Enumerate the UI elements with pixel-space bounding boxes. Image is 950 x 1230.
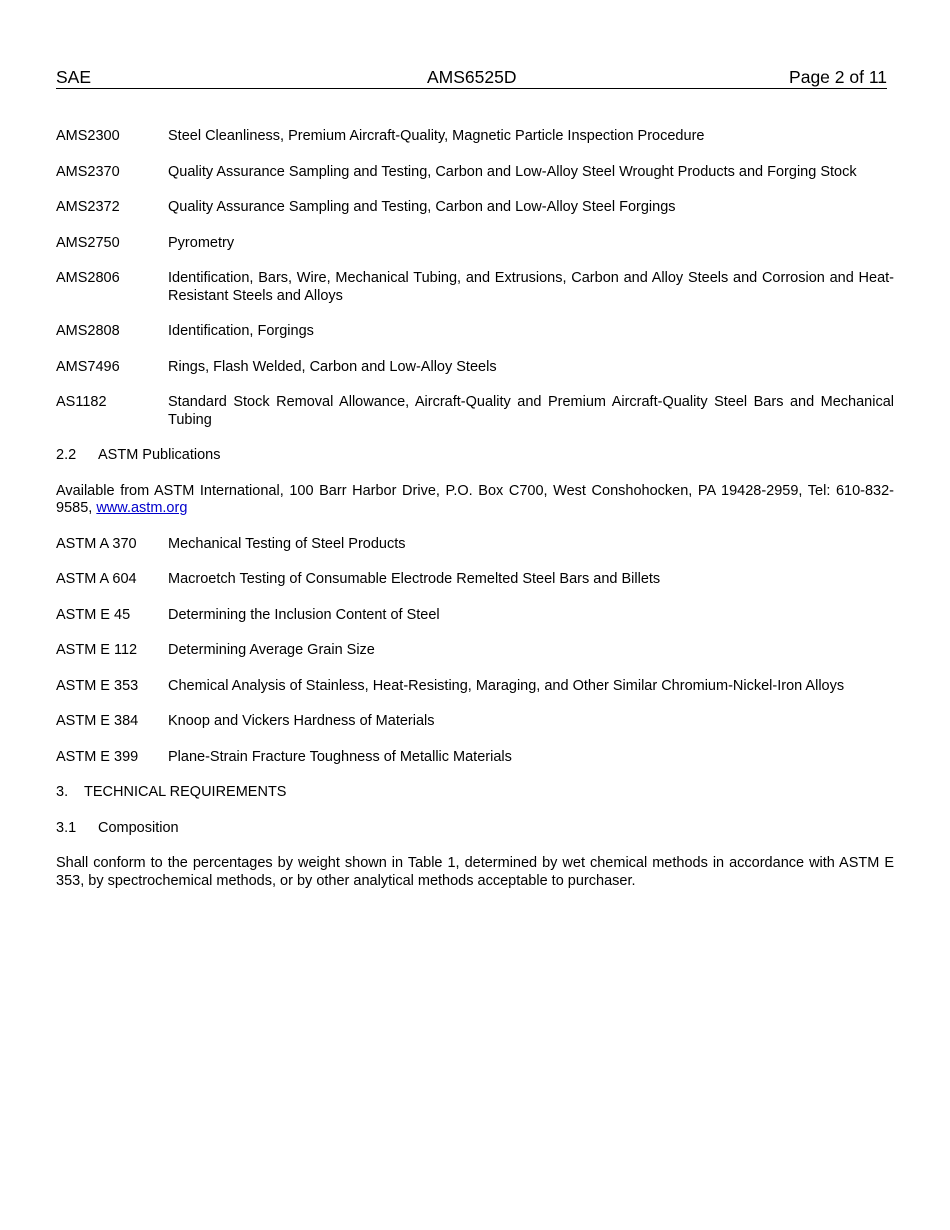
reference-title: Plane-Strain Fracture Toughness of Metallic Materials — [168, 748, 512, 765]
reference-title: Identification, Bars, Wire, Mechanical Tubing, and Extrusions, Carbon and Alloy Steels and Corrosion and Heat-Resistant Steels and Alloys — [168, 270, 894, 304]
reference-item — [56, 536, 894, 554]
section-number: 2.2 — [56, 447, 77, 463]
header-org: SAE — [56, 67, 92, 87]
header-page-number: Page 2 of 11 — [789, 67, 887, 87]
reference-title: Chemical Analysis of Stainless, Heat-Resisting, Maraging, and Other Similar Chromium-Nickel-Iron Alloys — [168, 677, 845, 694]
reference-title: Identification, Forgings — [168, 323, 314, 339]
reference-item — [56, 571, 894, 589]
reference-item — [56, 270, 894, 305]
section-title: ASTM Publications — [98, 447, 221, 463]
reference-code: ASTM E 45 — [56, 606, 131, 623]
reference-code: ASTM A 604 — [56, 571, 137, 587]
reference-title: Determining Average Grain Size — [168, 642, 375, 658]
reference-item — [56, 607, 894, 625]
reference-code: AMS7496 — [56, 358, 120, 375]
reference-title: Determining the Inclusion Content of Steel — [168, 606, 440, 623]
reference-item — [56, 678, 894, 696]
reference-title: Quality Assurance Sampling and Testing, Carbon and Low-Alloy Steel Forgings — [168, 199, 676, 215]
reference-title: Rings, Flash Welded, Carbon and Low-Alloy Steels — [168, 358, 497, 375]
reference-title: Pyrometry — [168, 234, 235, 251]
reference-code: AMS2372 — [56, 199, 120, 215]
reference-item — [56, 164, 894, 182]
reference-code: ASTM E 112 — [56, 642, 138, 658]
availability-text: Available from ASTM International, 100 Barr Harbor Drive, P.O. Box C700, West Conshohocken, PA 19428-2959, Tel: 610-832-9585, — [56, 482, 894, 516]
reference-item — [56, 323, 894, 341]
reference-code: AMS2806 — [56, 270, 120, 286]
reference-code: AS1182 — [56, 394, 107, 410]
reference-item — [56, 642, 894, 660]
reference-item — [56, 394, 894, 429]
section-title: Composition — [98, 819, 179, 836]
astm-reference-list — [56, 536, 894, 767]
reference-title: Mechanical Testing of Steel Products — [168, 535, 406, 552]
astm-website-link[interactable]: www.astm.org — [96, 500, 188, 516]
reference-code: ASTM E 384 — [56, 713, 139, 729]
section-heading-3-1 — [56, 820, 894, 838]
reference-title: Macroetch Testing of Consumable Electrode Remelted Steel Bars and Billets — [168, 571, 661, 587]
header-doc-number: AMS6525D — [427, 67, 517, 87]
section-number: 3. — [56, 784, 69, 800]
reference-item — [56, 749, 894, 767]
reference-code: ASTM E 399 — [56, 748, 139, 765]
section-number: 3.1 — [56, 819, 77, 836]
reference-code: ASTM E 353 — [56, 677, 139, 694]
astm-availability-paragraph — [56, 483, 894, 518]
reference-item — [56, 128, 894, 146]
section-title: TECHNICAL REQUIREMENTS — [84, 784, 287, 800]
reference-code: AMS2370 — [56, 163, 120, 180]
page-header — [56, 67, 887, 89]
ams-reference-list — [56, 128, 894, 429]
reference-title: Knoop and Vickers Hardness of Materials — [168, 713, 435, 729]
reference-code: AMS2750 — [56, 234, 120, 251]
reference-item — [56, 199, 894, 217]
section-heading-3 — [56, 784, 894, 802]
reference-title: Standard Stock Removal Allowance, Aircraft-Quality and Premium Aircraft-Quality Steel Bars and Mechanical Tubing — [168, 394, 894, 428]
reference-title: Steel Cleanliness, Premium Aircraft-Quality, Magnetic Particle Inspection Procedure — [168, 128, 705, 144]
section-heading-2-2 — [56, 447, 894, 465]
reference-item — [56, 713, 894, 731]
reference-title: Quality Assurance Sampling and Testing, Carbon and Low-Alloy Steel Wrought Products and Forging Stock — [168, 163, 857, 180]
reference-code: AMS2300 — [56, 128, 120, 144]
reference-item — [56, 235, 894, 253]
reference-code: ASTM A 370 — [56, 535, 137, 552]
reference-code: AMS2808 — [56, 323, 120, 339]
reference-item — [56, 359, 894, 377]
document-body — [56, 128, 894, 908]
composition-paragraph: Shall conform to the percentages by weight shown in Table 1, determined by wet chemical methods in accordance with ASTM E 353, by spectrochemical methods, or by other analytical methods acceptable to purchaser. — [56, 855, 894, 889]
